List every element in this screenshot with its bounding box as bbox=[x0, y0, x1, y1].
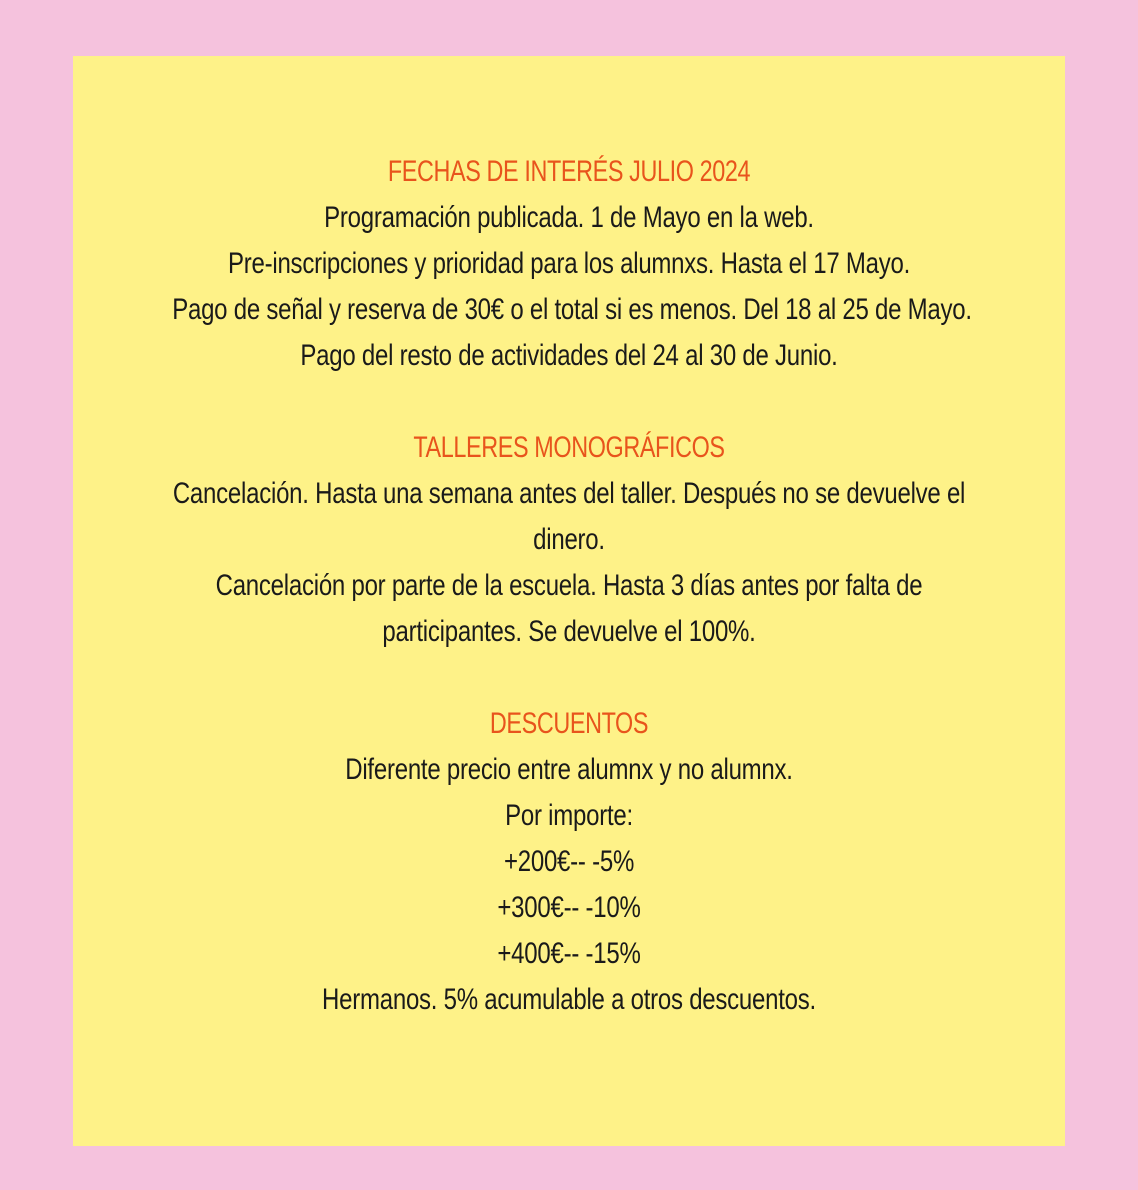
fechas-line-4: Pago del resto de actividades del 24 al 30 de Junio. bbox=[300, 339, 838, 372]
fechas-line-1: Programación publicada. 1 de Mayo en la web. bbox=[324, 201, 814, 234]
section-heading-talleres: TALLERES MONOGRÁFICOS bbox=[413, 431, 725, 464]
talleres-line-4: participantes. Se devuelve el 100%. bbox=[382, 615, 756, 648]
fechas-line-3: Pago de señal y reserva de 30€ o el total si es menos. Del 18 al 25 de Mayo. bbox=[172, 293, 972, 326]
descuentos-line-1: Diferente precio entre alumnx y no alumnx. bbox=[345, 753, 793, 786]
section-fechas bbox=[73, 149, 1065, 379]
section-descuentos bbox=[73, 701, 1065, 1023]
descuentos-line-3: +200€-- -5% bbox=[503, 845, 635, 878]
talleres-line-1: Cancelación. Hasta una semana antes del taller. Después no se devuelve el bbox=[172, 477, 966, 510]
section-heading-fechas: FECHAS DE INTERÉS JULIO 2024 bbox=[387, 155, 751, 188]
info-panel bbox=[73, 56, 1065, 1146]
descuentos-line-6: Hermanos. 5% acumulable a otros descuentos. bbox=[322, 983, 816, 1016]
fechas-line-2: Pre-inscripciones y prioridad para los alumnxs. Hasta el 17 Mayo. bbox=[227, 247, 911, 280]
talleres-line-2: dinero. bbox=[533, 523, 605, 556]
section-talleres bbox=[73, 425, 1065, 655]
talleres-line-3: Cancelación por parte de la escuela. Hasta 3 días antes por falta de bbox=[215, 569, 923, 602]
descuentos-line-4: +300€-- -10% bbox=[497, 891, 641, 924]
descuentos-line-2: Por importe: bbox=[505, 799, 633, 832]
section-heading-descuentos: DESCUENTOS bbox=[489, 707, 649, 740]
descuentos-line-5: +400€-- -15% bbox=[497, 937, 641, 970]
